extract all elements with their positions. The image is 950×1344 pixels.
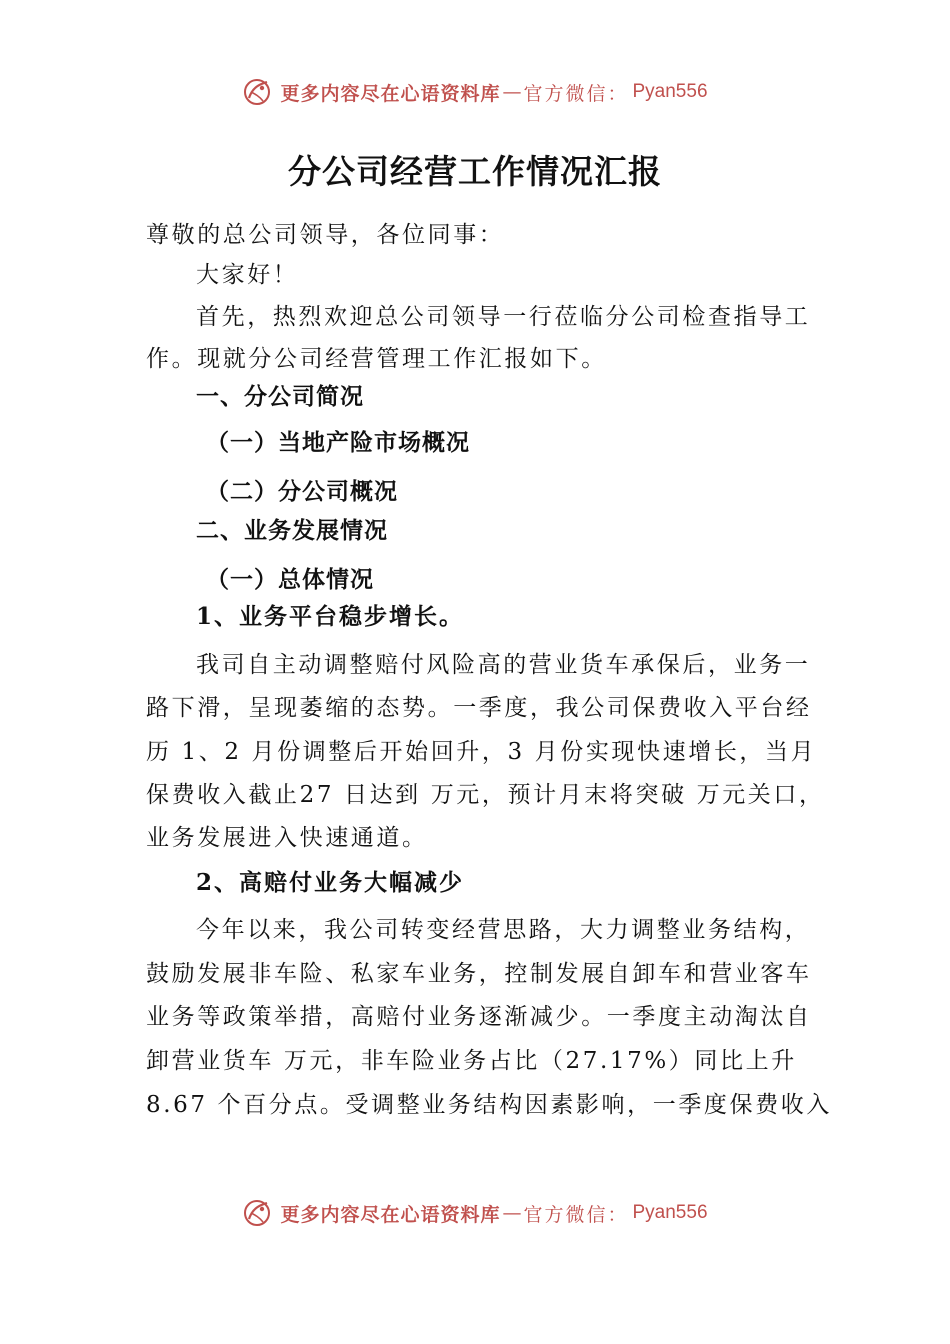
subsection-heading: （一）总体情况 (206, 567, 374, 593)
watermark-wechat-label: 官方微信： (523, 1203, 629, 1226)
intro-line: 作。现就分公司经营管理工作汇报如下。 (146, 346, 607, 372)
intro-line: 首先，热烈欢迎总公司领导一行莅临分公司检查指导工 (196, 304, 811, 330)
subsection-heading: （二）分公司概况 (206, 479, 398, 505)
paragraph-line: 卸营业货车 万元，非车险业务占比（27.17%）同比上升 (146, 1048, 797, 1074)
watermark-banner-top (0, 72, 950, 112)
salutation: 尊敬的总公司领导，各位同事： (146, 222, 505, 248)
paragraph-line: 今年以来，我公司转变经营思路，大力调整业务结构， (196, 917, 811, 943)
section-heading: 二、业务发展情况 (196, 518, 388, 544)
section-heading: 一、分公司简况 (196, 384, 364, 410)
brand-logo-icon (242, 1198, 272, 1228)
watermark-library-text: 更多内容尽在心语资料库 (280, 82, 501, 105)
point-heading: 1、业务平台稳步增长。 (196, 603, 465, 630)
watermark-wechat-id: Pyan556 (632, 81, 708, 102)
paragraph-line: 业务等政策举措，高赔付业务逐渐减少。一季度主动淘汰自 (146, 1004, 812, 1030)
document-title: 分公司经营工作情况汇报 (288, 152, 662, 191)
watermark-banner-bottom (0, 1193, 950, 1233)
paragraph-line: 路下滑，呈现萎缩的态势。一季度，我公司保费收入平台经 (146, 695, 812, 721)
watermark-dash: — (502, 1202, 522, 1224)
paragraph-line: 我司自主动调整赔付风险高的营业货车承保后，业务一 (196, 652, 811, 678)
paragraph-line: 历 1、2 月份调整后开始回升，3 月份实现快速增长，当月 (146, 739, 817, 765)
point-heading: 2、高赔付业务大幅减少 (196, 869, 465, 896)
paragraph-line: 业务发展进入快速通道。 (146, 825, 428, 851)
paragraph-line: 鼓励发展非车险、私家车业务，控制发展自卸车和营业客车 (146, 961, 812, 987)
watermark-library-text: 更多内容尽在心语资料库 (280, 1203, 501, 1226)
subsection-heading: （一）当地产险市场概况 (206, 430, 470, 456)
watermark-dash: — (502, 81, 522, 103)
watermark-wechat-id: Pyan556 (632, 1202, 708, 1223)
watermark-wechat-label: 官方微信： (523, 82, 629, 105)
paragraph-line: 8.67 个百分点。受调整业务结构因素影响，一季度保费收入 (146, 1092, 832, 1118)
paragraph-line: 保费收入截止27 日达到 万元，预计月末将突破 万元关口， (146, 782, 825, 808)
brand-logo-icon (242, 77, 272, 107)
greeting: 大家好！ (196, 262, 299, 288)
